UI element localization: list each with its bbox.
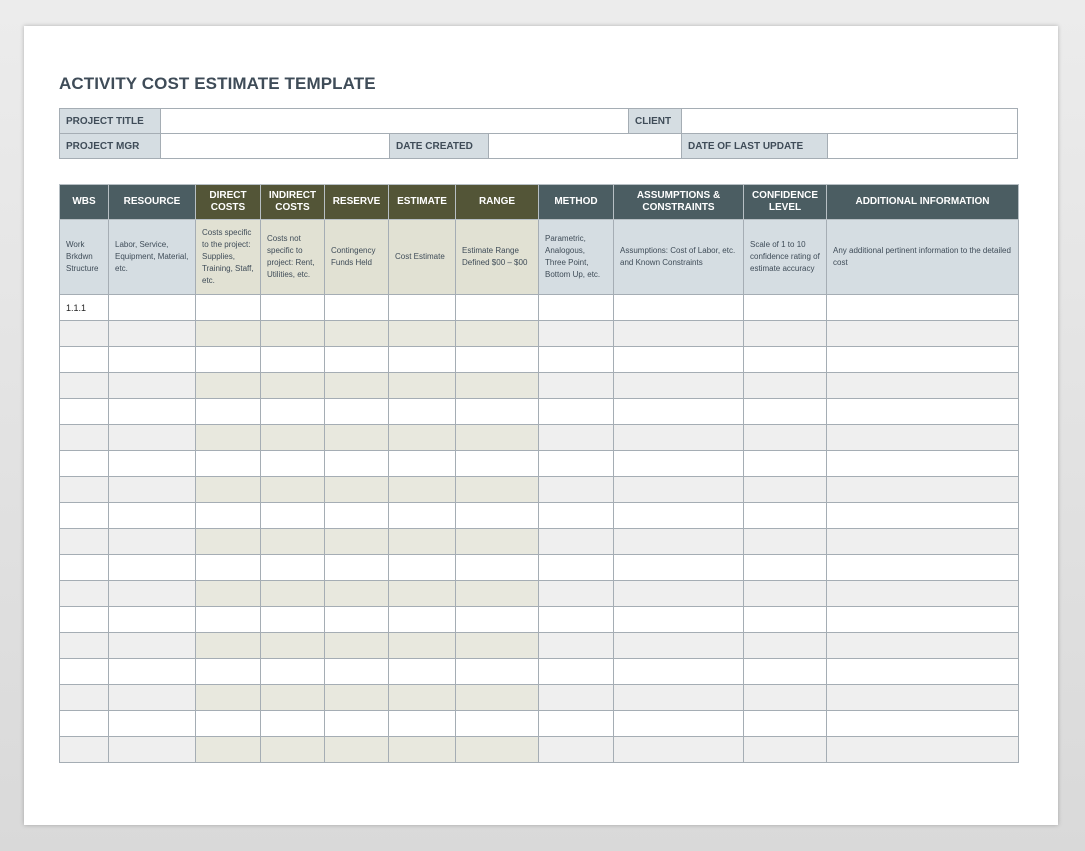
table-cell-estimate[interactable] [389, 581, 456, 607]
table-cell-wbs[interactable] [60, 425, 109, 451]
table-cell-assumptions[interactable] [614, 295, 744, 321]
table-cell-estimate[interactable] [389, 685, 456, 711]
table-cell-reserve[interactable] [325, 399, 389, 425]
table-cell-assumptions[interactable] [614, 321, 744, 347]
table-cell-reserve[interactable] [325, 503, 389, 529]
table-cell-additional[interactable] [827, 399, 1019, 425]
table-cell-indirect_costs[interactable] [261, 711, 325, 737]
info-row-1 [60, 109, 1018, 134]
table-cell-assumptions[interactable] [614, 477, 744, 503]
table-cell-direct_costs[interactable] [196, 737, 261, 763]
table-row [60, 529, 1019, 555]
table-cell-reserve[interactable] [325, 607, 389, 633]
table-cell-method[interactable] [539, 295, 614, 321]
column-header-resource: RESOURCE [109, 185, 196, 220]
table-cell-method[interactable] [539, 659, 614, 685]
table-cell-wbs[interactable] [60, 503, 109, 529]
table-cell-assumptions[interactable] [614, 555, 744, 581]
table-cell-confidence[interactable] [744, 295, 827, 321]
column-description-reserve: Contingency Funds Held [325, 220, 389, 295]
table-cell-estimate[interactable] [389, 321, 456, 347]
table-row [60, 373, 1019, 399]
column-description-wbs: Work Brkdwn Structure [60, 220, 109, 295]
table-cell-additional[interactable] [827, 685, 1019, 711]
table-cell-indirect_costs[interactable] [261, 737, 325, 763]
table-cell-wbs[interactable] [60, 737, 109, 763]
table-cell-reserve[interactable] [325, 711, 389, 737]
table-cell-range[interactable] [456, 607, 539, 633]
table-cell-wbs[interactable] [60, 477, 109, 503]
table-cell-additional[interactable] [827, 555, 1019, 581]
table-cell-estimate[interactable] [389, 425, 456, 451]
table-cell-confidence[interactable] [744, 711, 827, 737]
column-header-direct-costs: DIRECT COSTS [196, 185, 261, 220]
table-cell-indirect_costs[interactable] [261, 373, 325, 399]
table-row [60, 295, 1019, 321]
project-mgr-label: PROJECT MGR [60, 134, 161, 159]
column-description-row [60, 220, 1019, 295]
table-row [60, 399, 1019, 425]
table-cell-additional[interactable] [827, 633, 1019, 659]
document-page [24, 26, 1058, 825]
table-cell-method[interactable] [539, 737, 614, 763]
table-cell-reserve[interactable] [325, 737, 389, 763]
table-cell-indirect_costs[interactable] [261, 321, 325, 347]
table-cell-estimate[interactable] [389, 529, 456, 555]
table-cell-assumptions[interactable] [614, 451, 744, 477]
table-cell-wbs[interactable] [60, 633, 109, 659]
info-row-2 [60, 134, 1018, 159]
table-cell-resource[interactable] [109, 607, 196, 633]
table-cell-direct_costs[interactable] [196, 347, 261, 373]
table-cell-reserve[interactable] [325, 321, 389, 347]
column-header-method: METHOD [539, 185, 614, 220]
project-info-grid [59, 108, 1018, 159]
column-description-additional: Any additional pertinent information to the detailed cost [827, 220, 1019, 295]
document-title: ACTIVITY COST ESTIMATE TEMPLATE [59, 74, 376, 93]
table-cell-range[interactable] [456, 659, 539, 685]
table-cell-estimate[interactable] [389, 295, 456, 321]
table-cell-confidence[interactable] [744, 373, 827, 399]
table-cell-method[interactable] [539, 503, 614, 529]
table-cell-confidence[interactable] [744, 659, 827, 685]
table-cell-assumptions[interactable] [614, 711, 744, 737]
table-cell-method[interactable] [539, 425, 614, 451]
table-cell-resource[interactable] [109, 503, 196, 529]
table-cell-wbs[interactable] [60, 711, 109, 737]
table-cell-direct_costs[interactable] [196, 711, 261, 737]
table-cell-direct_costs[interactable] [196, 321, 261, 347]
table-cell-direct_costs[interactable] [196, 659, 261, 685]
table-cell-estimate[interactable] [389, 451, 456, 477]
client-field[interactable] [682, 109, 1018, 134]
table-cell-additional[interactable] [827, 477, 1019, 503]
table-cell-reserve[interactable] [325, 477, 389, 503]
table-cell-additional[interactable] [827, 321, 1019, 347]
table-cell-method[interactable] [539, 711, 614, 737]
project-title-label: PROJECT TITLE [60, 109, 161, 134]
table-cell-confidence[interactable] [744, 399, 827, 425]
table-cell-method[interactable] [539, 373, 614, 399]
table-cell-resource[interactable] [109, 321, 196, 347]
table-cell-assumptions[interactable] [614, 659, 744, 685]
table-cell-resource[interactable] [109, 685, 196, 711]
table-cell-resource[interactable] [109, 477, 196, 503]
table-cell-additional[interactable] [827, 581, 1019, 607]
table-cell-direct_costs[interactable] [196, 529, 261, 555]
table-cell-resource[interactable] [109, 425, 196, 451]
column-description-method: Parametric, Analogous, Three Point, Bottom Up, etc. [539, 220, 614, 295]
date-last-update-field[interactable] [828, 134, 1018, 159]
table-cell-resource[interactable] [109, 373, 196, 399]
table-cell-range[interactable] [456, 399, 539, 425]
cost-estimate-table [59, 184, 1019, 763]
table-cell-method[interactable] [539, 529, 614, 555]
column-header-row [60, 185, 1019, 220]
table-cell-reserve[interactable] [325, 347, 389, 373]
column-header-estimate: ESTIMATE [389, 185, 456, 220]
table-cell-method[interactable] [539, 607, 614, 633]
project-mgr-field[interactable] [161, 134, 390, 159]
table-cell-additional[interactable] [827, 451, 1019, 477]
table-cell-additional[interactable] [827, 659, 1019, 685]
table-cell-resource[interactable] [109, 399, 196, 425]
table-cell-reserve[interactable] [325, 295, 389, 321]
table-row [60, 685, 1019, 711]
table-cell-resource[interactable] [109, 633, 196, 659]
table-cell-resource[interactable] [109, 529, 196, 555]
table-cell-assumptions[interactable] [614, 529, 744, 555]
table-cell-indirect_costs[interactable] [261, 659, 325, 685]
table-cell-reserve[interactable] [325, 451, 389, 477]
table-cell-reserve[interactable] [325, 373, 389, 399]
date-created-label: DATE CREATED [390, 134, 489, 159]
table-cell-resource[interactable] [109, 581, 196, 607]
table-cell-method[interactable] [539, 555, 614, 581]
table-cell-confidence[interactable] [744, 737, 827, 763]
table-cell-method[interactable] [539, 399, 614, 425]
table-cell-indirect_costs[interactable] [261, 685, 325, 711]
client-label: CLIENT [629, 109, 682, 134]
table-cell-wbs[interactable] [60, 451, 109, 477]
table-cell-range[interactable] [456, 555, 539, 581]
column-description-confidence: Scale of 1 to 10 confidence rating of estimate accuracy [744, 220, 827, 295]
table-cell-estimate[interactable] [389, 347, 456, 373]
table-cell-additional[interactable] [827, 737, 1019, 763]
table-cell-direct_costs[interactable] [196, 425, 261, 451]
table-cell-reserve[interactable] [325, 659, 389, 685]
table-cell-wbs[interactable] [60, 321, 109, 347]
table-cell-method[interactable] [539, 477, 614, 503]
table-cell-range[interactable] [456, 529, 539, 555]
column-header-confidence: CONFIDENCE LEVEL [744, 185, 827, 220]
table-cell-indirect_costs[interactable] [261, 425, 325, 451]
table-cell-assumptions[interactable] [614, 425, 744, 451]
table-cell-range[interactable] [456, 347, 539, 373]
table-cell-indirect_costs[interactable] [261, 503, 325, 529]
table-row [60, 555, 1019, 581]
table-cell-assumptions[interactable] [614, 581, 744, 607]
table-cell-wbs[interactable] [60, 399, 109, 425]
table-cell-assumptions[interactable] [614, 737, 744, 763]
table-cell-confidence[interactable] [744, 347, 827, 373]
table-row [60, 607, 1019, 633]
table-cell-method[interactable] [539, 321, 614, 347]
table-row [60, 581, 1019, 607]
table-cell-additional[interactable] [827, 425, 1019, 451]
table-row [60, 711, 1019, 737]
table-cell-indirect_costs[interactable] [261, 581, 325, 607]
table-cell-resource[interactable] [109, 659, 196, 685]
column-description-estimate: Cost Estimate [389, 220, 456, 295]
table-row [60, 321, 1019, 347]
table-row [60, 737, 1019, 763]
column-description-assumptions: Assumptions: Cost of Labor, etc. and Known Constraints [614, 220, 744, 295]
table-cell-resource[interactable] [109, 295, 196, 321]
column-description-range: Estimate Range Defined $00 – $00 [456, 220, 539, 295]
table-cell-wbs[interactable] [60, 607, 109, 633]
table-cell-estimate[interactable] [389, 555, 456, 581]
table-cell-range[interactable] [456, 633, 539, 659]
column-header-wbs: WBS [60, 185, 109, 220]
table-cell-direct_costs[interactable] [196, 451, 261, 477]
table-cell-indirect_costs[interactable] [261, 347, 325, 373]
table-cell-confidence[interactable] [744, 529, 827, 555]
table-cell-reserve[interactable] [325, 685, 389, 711]
table-cell-range[interactable] [456, 373, 539, 399]
table-cell-wbs[interactable] [60, 373, 109, 399]
table-cell-assumptions[interactable] [614, 607, 744, 633]
table-cell-additional[interactable] [827, 373, 1019, 399]
table-cell-assumptions[interactable] [614, 347, 744, 373]
table-cell-wbs[interactable] [60, 529, 109, 555]
table-cell-range[interactable] [456, 581, 539, 607]
table-cell-resource[interactable] [109, 711, 196, 737]
table-cell-indirect_costs[interactable] [261, 399, 325, 425]
table-row [60, 477, 1019, 503]
table-cell-confidence[interactable] [744, 503, 827, 529]
table-cell-estimate[interactable] [389, 711, 456, 737]
table-row [60, 633, 1019, 659]
table-cell-estimate[interactable] [389, 737, 456, 763]
table-row [60, 503, 1019, 529]
table-cell-wbs[interactable] [60, 347, 109, 373]
table-row [60, 659, 1019, 685]
table-cell-reserve[interactable] [325, 529, 389, 555]
table-cell-assumptions[interactable] [614, 399, 744, 425]
table-cell-range[interactable] [456, 685, 539, 711]
column-description-direct-costs: Costs specific to the project: Supplies, Training, Staff, etc. [196, 220, 261, 295]
table-cell-indirect_costs[interactable] [261, 451, 325, 477]
table-cell-indirect_costs[interactable] [261, 295, 325, 321]
table-cell-range[interactable] [456, 295, 539, 321]
table-cell-direct_costs[interactable] [196, 295, 261, 321]
column-header-additional: ADDITIONAL INFORMATION [827, 185, 1019, 220]
table-cell-range[interactable] [456, 451, 539, 477]
table-cell-wbs[interactable] [60, 581, 109, 607]
table-cell-additional[interactable] [827, 711, 1019, 737]
table-cell-method[interactable] [539, 451, 614, 477]
table-cell-additional[interactable] [827, 347, 1019, 373]
project-title-field[interactable] [161, 109, 629, 134]
table-cell-range[interactable] [456, 321, 539, 347]
table-cell-indirect_costs[interactable] [261, 529, 325, 555]
table-cell-confidence[interactable] [744, 425, 827, 451]
table-cell-confidence[interactable] [744, 685, 827, 711]
table-cell-reserve[interactable] [325, 581, 389, 607]
table-cell-estimate[interactable] [389, 373, 456, 399]
table-cell-assumptions[interactable] [614, 373, 744, 399]
table-cell-range[interactable] [456, 477, 539, 503]
table-cell-additional[interactable] [827, 529, 1019, 555]
table-cell-reserve[interactable] [325, 633, 389, 659]
table-row [60, 425, 1019, 451]
table-cell-method[interactable] [539, 347, 614, 373]
table-cell-direct_costs[interactable] [196, 633, 261, 659]
table-cell-resource[interactable] [109, 555, 196, 581]
table-cell-wbs[interactable] [60, 555, 109, 581]
table-cell-additional[interactable] [827, 503, 1019, 529]
column-header-range: RANGE [456, 185, 539, 220]
table-cell-confidence[interactable] [744, 321, 827, 347]
table-cell-confidence[interactable] [744, 477, 827, 503]
column-header-assumptions: ASSUMPTIONS & CONSTRAINTS [614, 185, 744, 220]
table-cell-method[interactable] [539, 685, 614, 711]
table-body [60, 295, 1019, 763]
table-cell-reserve[interactable] [325, 425, 389, 451]
table-cell-estimate[interactable] [389, 633, 456, 659]
table-cell-estimate[interactable] [389, 607, 456, 633]
column-header-indirect-costs: INDIRECT COSTS [261, 185, 325, 220]
table-cell-confidence[interactable] [744, 581, 827, 607]
table-cell-range[interactable] [456, 503, 539, 529]
table-row [60, 451, 1019, 477]
table-cell-method[interactable] [539, 581, 614, 607]
table-cell-resource[interactable] [109, 451, 196, 477]
table-cell-confidence[interactable] [744, 555, 827, 581]
table-cell-confidence[interactable] [744, 451, 827, 477]
date-last-update-label: DATE OF LAST UPDATE [682, 134, 828, 159]
table-cell-additional[interactable] [827, 295, 1019, 321]
table-cell-estimate[interactable] [389, 399, 456, 425]
table-cell-direct_costs[interactable] [196, 685, 261, 711]
column-description-resource: Labor, Service, Equipment, Material, etc. [109, 220, 196, 295]
table-cell-assumptions[interactable] [614, 503, 744, 529]
table-cell-additional[interactable] [827, 607, 1019, 633]
table-row [60, 347, 1019, 373]
table-cell-wbs[interactable] [60, 685, 109, 711]
table-cell-resource[interactable] [109, 347, 196, 373]
column-header-reserve: RESERVE [325, 185, 389, 220]
table-cell-direct_costs[interactable] [196, 399, 261, 425]
table-cell-range[interactable] [456, 711, 539, 737]
table-cell-assumptions[interactable] [614, 633, 744, 659]
table-cell-direct_costs[interactable] [196, 373, 261, 399]
table-cell-reserve[interactable] [325, 555, 389, 581]
table-cell-direct_costs[interactable] [196, 503, 261, 529]
table-cell-range[interactable] [456, 737, 539, 763]
date-created-field[interactable] [489, 134, 682, 159]
table-cell-confidence[interactable] [744, 633, 827, 659]
table-cell-indirect_costs[interactable] [261, 633, 325, 659]
table-cell-assumptions[interactable] [614, 685, 744, 711]
table-cell-method[interactable] [539, 633, 614, 659]
table-cell-direct_costs[interactable] [196, 477, 261, 503]
table-cell-wbs[interactable] [60, 659, 109, 685]
table-cell-wbs[interactable]: 1.1.1 [60, 295, 109, 321]
table-cell-indirect_costs[interactable] [261, 477, 325, 503]
table-cell-direct_costs[interactable] [196, 607, 261, 633]
table-cell-estimate[interactable] [389, 477, 456, 503]
table-cell-estimate[interactable] [389, 659, 456, 685]
table-cell-range[interactable] [456, 425, 539, 451]
column-description-indirect-costs: Costs not specific to project: Rent, Utilities, etc. [261, 220, 325, 295]
table-cell-resource[interactable] [109, 737, 196, 763]
table-cell-indirect_costs[interactable] [261, 555, 325, 581]
table-cell-direct_costs[interactable] [196, 555, 261, 581]
table-cell-confidence[interactable] [744, 607, 827, 633]
table-cell-estimate[interactable] [389, 503, 456, 529]
table-cell-indirect_costs[interactable] [261, 607, 325, 633]
table-cell-direct_costs[interactable] [196, 581, 261, 607]
